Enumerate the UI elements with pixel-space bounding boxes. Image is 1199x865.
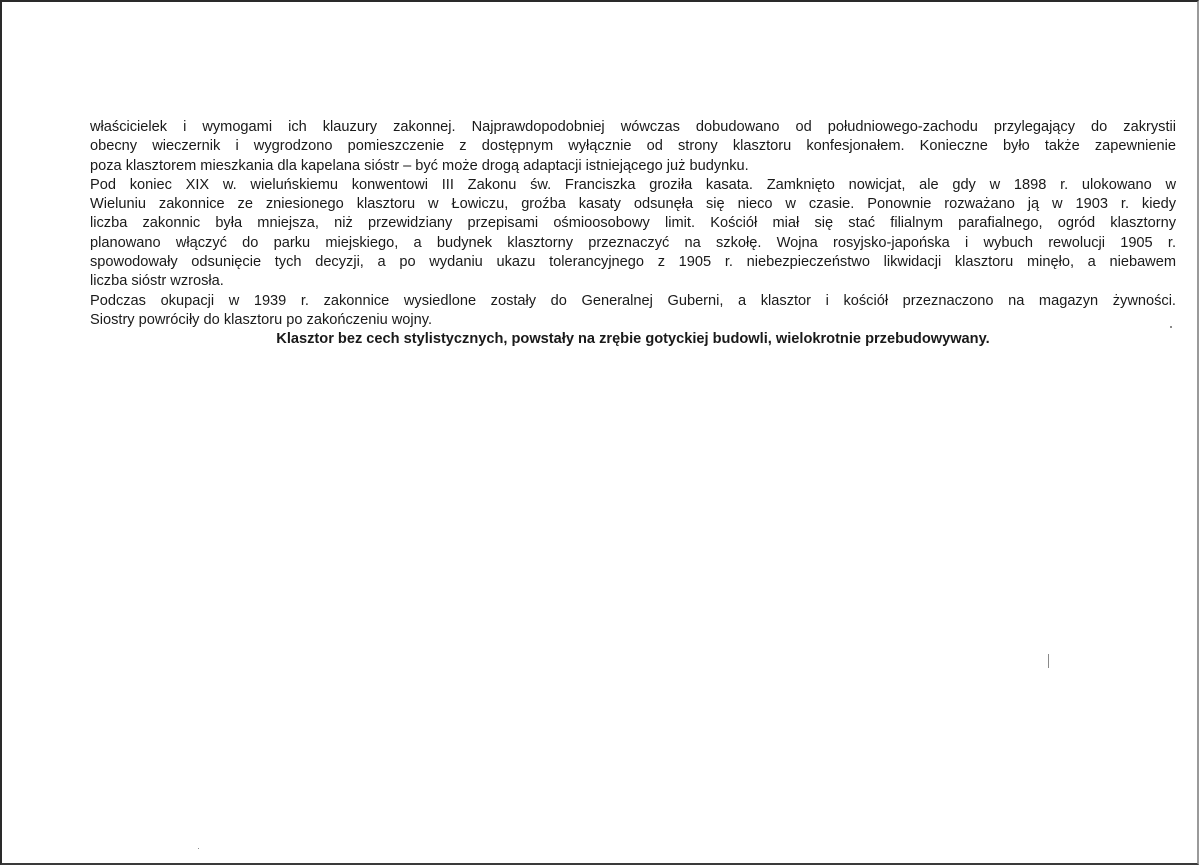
text-line: Wieluniu zakonnice ze zniesionego klasztoru w Łowiczu, groźba kasaty odsunęła się nieco w czasie. Ponownie rozważano ją w 1903 r. kiedy — [90, 196, 1176, 213]
text-line: liczba zakonnic była mniejsza, niż przewidziany przepisami ośmioosobowy limit. Kościół miał się stać filialnym parafialnego, ogród klasztorny — [90, 215, 1176, 232]
text-line: Podczas okupacji w 1939 r. zakonnice wysiedlone zostały do Generalnej Guberni, a klasztor i kościół przeznaczono na magazyn żywności. — [90, 292, 1176, 309]
text-line: właścicielek i wymogami ich klauzury zakonnej. Najprawdopodobniej wówczas dobudowano od południowego-zachodu przylegający do zakrystii — [90, 119, 1176, 135]
scan-speck — [1170, 326, 1172, 328]
text-line: liczba sióstr wzrosła. — [90, 273, 224, 290]
summary-statement: Klasztor bez cech stylistycznych, powstały na zrębie gotyckiej budowli, wielokrotnie przebudowywany. — [276, 331, 990, 348]
text-line: spowodowały odsunięcie tych decyzji, a po wydaniu ukazu tolerancyjnego z 1905 r. niebezpieczeństwo likwidacji klasztoru minęło, a niebawem — [90, 254, 1176, 271]
text-line: poza klasztorem mieszkania dla kapelana sióstr – być może drogą adaptacji istniejącego już budynku. — [90, 157, 749, 174]
paragraph-3 — [90, 292, 1176, 331]
text-line: obecny wieczernik i wygrodzono pomieszczenie z dostępnym wyłącznie od strony klasztoru konfesjonałem. Konieczne było także zapewnienie — [90, 138, 1176, 155]
document-text — [90, 118, 1176, 350]
scan-speck — [198, 848, 199, 849]
paragraph-2 — [90, 176, 1176, 292]
paragraph-1 — [90, 118, 1176, 176]
scan-speck — [1048, 654, 1049, 668]
text-line: Siostry powróciły do klasztoru po zakończeniu wojny. — [90, 311, 433, 328]
text-line: Pod koniec XIX w. wieluńskiemu konwentowi III Zakonu św. Franciszka groziła kasata. Zamknięto nowicjat, ale gdy w 1898 r. ulokowano w — [90, 176, 1176, 193]
text-line: planowano włączyć do parku miejskiego, a budynek klasztorny przeznaczyć na szkołę. Wojna rosyjsko-japońska i wybuch rewolucji 1905 r. — [90, 234, 1176, 251]
